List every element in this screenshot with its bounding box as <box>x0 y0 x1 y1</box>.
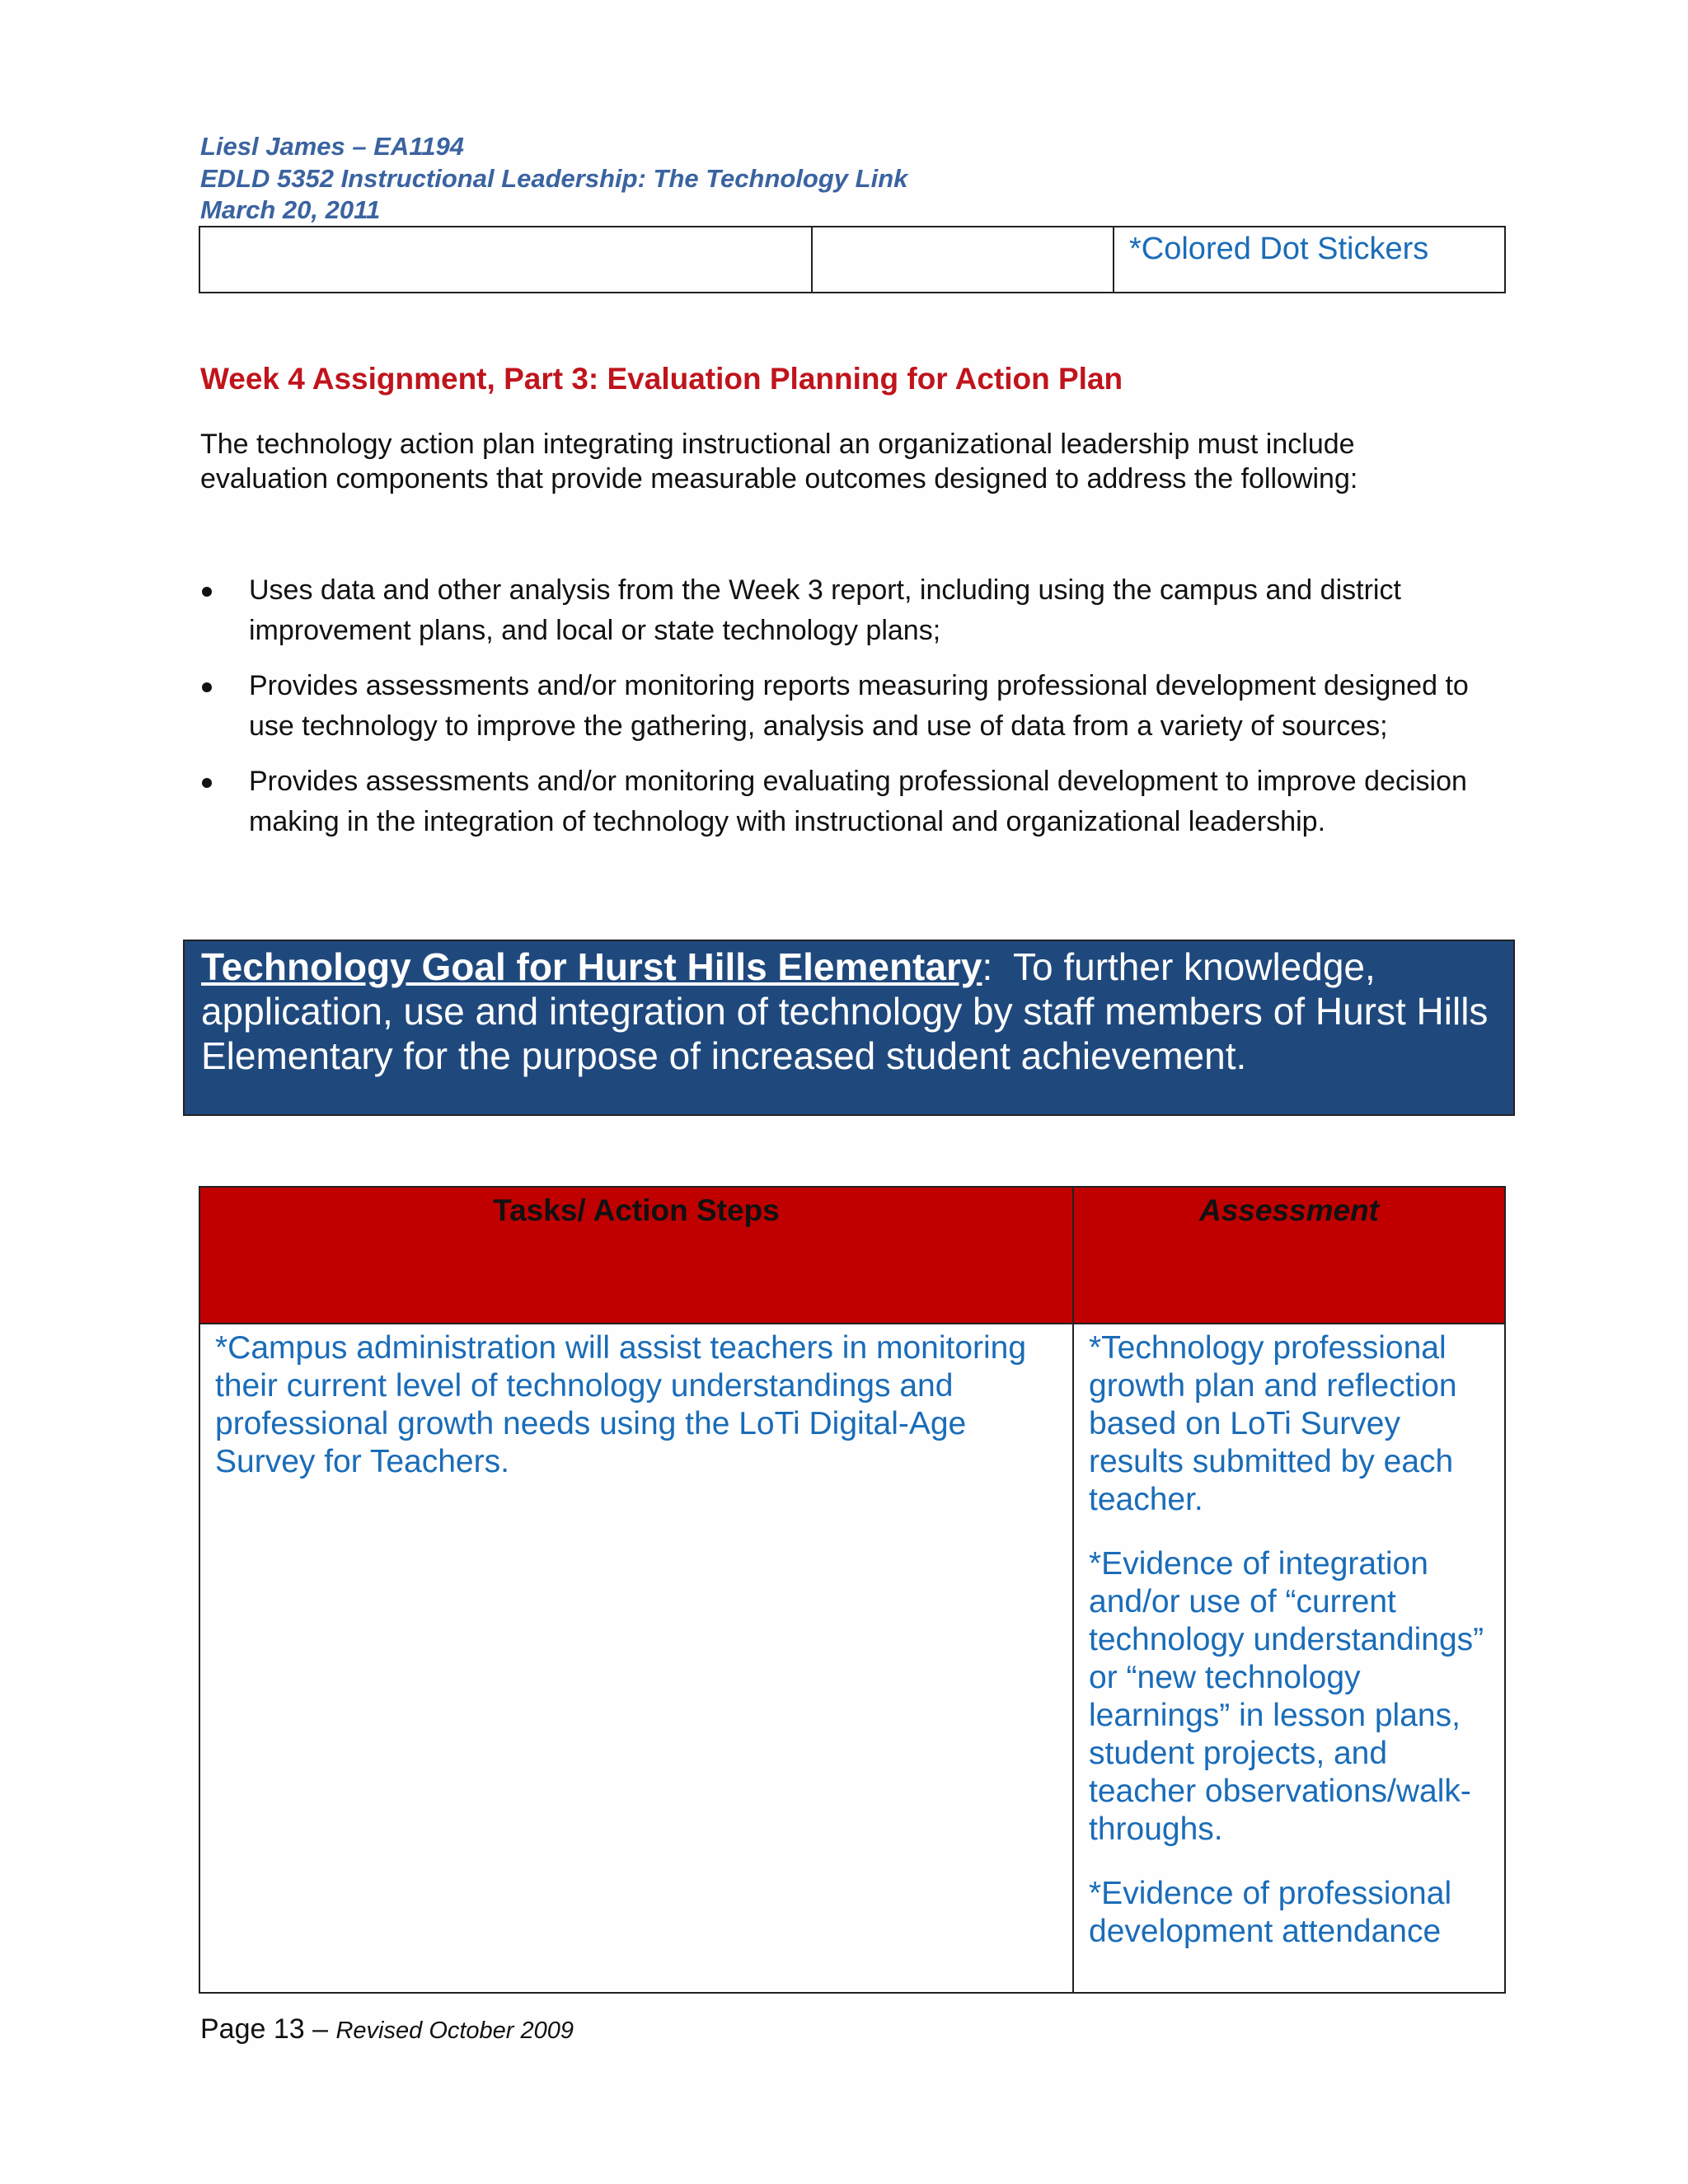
table-header-row <box>199 1187 1505 1324</box>
list-item-text: Provides assessments and/or monitoring evaluating professional development to improve decision making in the integration of technology with instructional and organizational leadership. <box>249 766 1467 837</box>
requirements-list <box>200 570 1486 857</box>
header-tasks: Tasks/ Action Steps <box>199 1187 1073 1324</box>
list-item-text: Uses data and other analysis from the Week 3 report, including using the campus and district improvement plans, and local or state technology plans; <box>249 574 1401 646</box>
top-table-cell-3: *Colored Dot Stickers <box>1114 227 1505 293</box>
goal-text: To further knowledge, application, use and integration of technology by staff members of Hurst Hills Elementary for the purpose of increased student achievement. <box>201 945 1489 1077</box>
bullet-icon <box>202 682 212 692</box>
assessment-item: *Evidence of integration and/or use of “current technology understandings” or “new technology learnings” in lesson plans, student projects, and teacher observations/walk-throughs. <box>1089 1546 1484 1847</box>
top-table-cell-2 <box>812 227 1114 293</box>
bullet-icon <box>202 778 212 788</box>
table-row <box>199 1324 1505 1993</box>
header-assessment: Assessment <box>1073 1187 1505 1324</box>
intro-paragraph: The technology action plan integrating instructional an organizational leadership must include evaluation components that provide measurable outcomes designed to address the following: <box>200 429 1358 494</box>
page-footer <box>200 2012 574 2048</box>
assessment-item: *Technology professional growth plan and reflection based on LoTi Survey results submitted by each teacher. <box>1089 1330 1457 1517</box>
footer-page: Page 13 – <box>200 2013 329 2045</box>
action-plan-table <box>199 1186 1506 1994</box>
list-item <box>200 666 1486 747</box>
list-item <box>200 762 1486 842</box>
list-item-text: Provides assessments and/or monitoring reports measuring professional development designed to use technology to improve the gathering, analysis and use of data from a variety of sources; <box>249 670 1469 742</box>
bullet-icon <box>202 587 212 597</box>
top-table-fragment <box>199 226 1506 293</box>
task-cell: *Campus administration will assist teachers in monitoring their current level of technology understandings and professional growth needs using the LoTi Digital-Age Survey for Teachers. <box>199 1324 1073 1993</box>
header-date: March 20, 2011 <box>200 195 381 224</box>
header-course: EDLD 5352 Instructional Leadership: The Technology Link <box>200 164 908 193</box>
assessment-item: *Evidence of professional development attendance <box>1089 1876 1452 1949</box>
technology-goal-box <box>183 940 1515 1116</box>
section-title: Week 4 Assignment, Part 3: Evaluation Planning for Action Plan <box>200 362 1123 396</box>
assessment-cell <box>1073 1324 1505 1993</box>
goal-separator: : <box>982 945 993 988</box>
list-item <box>200 570 1486 651</box>
top-table-cell-1 <box>199 227 812 293</box>
header-author: Liesl James – EA1194 <box>200 132 464 161</box>
footer-revised: Revised October 2009 <box>335 2018 574 2044</box>
goal-label: Technology Goal for Hurst Hills Elementary <box>201 945 982 988</box>
